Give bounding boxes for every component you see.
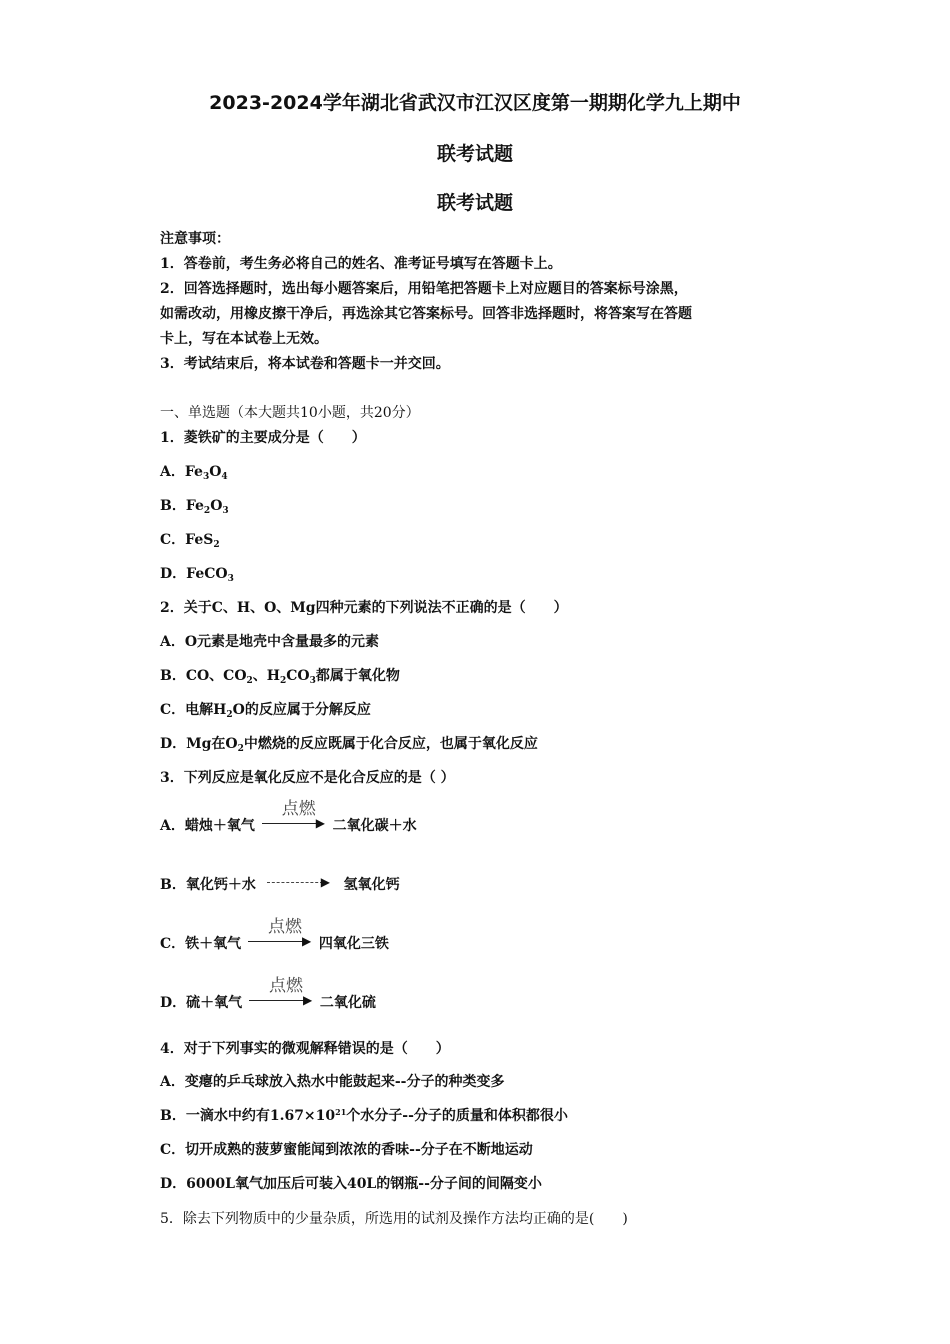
- question-1-option-b: B．$Fe_2O_3$: [160, 498, 229, 516]
- question-4-stem: 4．对于下列事实的微观解释错误的是（ ）: [160, 1041, 450, 1057]
- dashed-arrow-icon: ▶: [267, 873, 329, 891]
- exam-title: 2023-2024学年湖北省武汉市江汉区度第一期期化学九上期中: [209, 92, 741, 114]
- reaction-arrow-icon: 点燃 ▶: [262, 814, 324, 832]
- question-4-option-c: C．切开成熟的菠萝蜜能闻到浓浓的香味--分子在不断地运动: [160, 1142, 533, 1158]
- exam-subtitle-repeat: 联考试题: [436, 192, 513, 214]
- question-1-option-a: A．$Fe_3O_4$: [160, 464, 228, 482]
- notice-item-2-line-1: 2．回答选择题时，选出每小题答案后，用铅笔把答题卡上对应题目的答案标号涂黑，: [160, 281, 688, 297]
- question-2-stem: 2．关于C、H、O、Mg四种元素的下列说法不正确的是（ ）: [160, 600, 568, 616]
- question-3-stem: 3．下列反应是氧化反应不是化合反应的是（ ）: [160, 770, 455, 786]
- question-4-option-d: D．6000L氧气加压后可装入40L的钢瓶--分子间的间隔变小: [160, 1176, 542, 1192]
- question-1-option-d: D．FeCO$_3$: [160, 566, 234, 584]
- notice-item-1: 1．答卷前，考生务必将自己的姓名、准考证号填写在答题卡上。: [160, 256, 562, 272]
- notice-heading: 注意事项：: [160, 231, 230, 247]
- question-1-option-c: C．FeS$_2$: [160, 532, 220, 550]
- ignite-condition: 点燃: [281, 799, 316, 819]
- notice-item-3: 3．考试结束后，将本试卷和答题卡一并交回。: [160, 356, 450, 372]
- question-2-option-c: C．电解$H_2O$的反应属于分解反应: [160, 702, 371, 720]
- exam-subtitle: 联考试题: [436, 143, 513, 165]
- question-3-option-a: A．蜡烛＋氧气 点燃 ▶ 二氧化碳＋水: [160, 814, 417, 835]
- question-2-option-a: A．O元素是地壳中含量最多的元素: [160, 634, 380, 650]
- reaction-arrow-icon: 点燃 ▶: [248, 932, 310, 950]
- question-3-option-c: C．铁＋氧气 点燃 ▶ 四氧化三铁: [160, 917, 389, 952]
- question-3-option-b: B．氧化钙＋水 ▶ 氢氧化钙: [160, 875, 400, 893]
- question-1-stem: 1．菱铁矿的主要成分是（ ）: [160, 430, 366, 446]
- question-4-option-b: B．一滴水中约有$1.67\times 10^{21}$个水分子--分子的质量和体积都很小: [160, 1107, 568, 1124]
- question-2-option-b: B．CO、$CO_2$、$H_2CO_3$都属于氧化物: [160, 668, 400, 686]
- section-heading: 一、单选题（本大题共10小题，共20分）: [160, 405, 420, 421]
- reaction-arrow-icon: 点燃 ▶: [249, 991, 311, 1009]
- notice-item-2-line-2: 如需改动，用橡皮擦干净后，再选涂其它答案标号。回答非选择题时，将答案写在答题: [160, 306, 692, 322]
- question-4-option-a: A．变瘪的乒乓球放入热水中能鼓起来--分子的种类变多: [160, 1074, 505, 1090]
- question-2-option-d: D．Mg在$O_2$中燃烧的反应既属于化合反应，也属于氧化反应: [160, 736, 538, 754]
- question-5-stem: 5．除去下列物质中的少量杂质，所选用的试剂及操作方法均正确的是( ): [160, 1211, 628, 1227]
- question-3-option-d: D．硫＋氧气 点燃 ▶ 二氧化硫: [160, 976, 376, 1011]
- notice-item-2-line-3: 卡上，写在本试卷上无效。: [160, 331, 328, 347]
